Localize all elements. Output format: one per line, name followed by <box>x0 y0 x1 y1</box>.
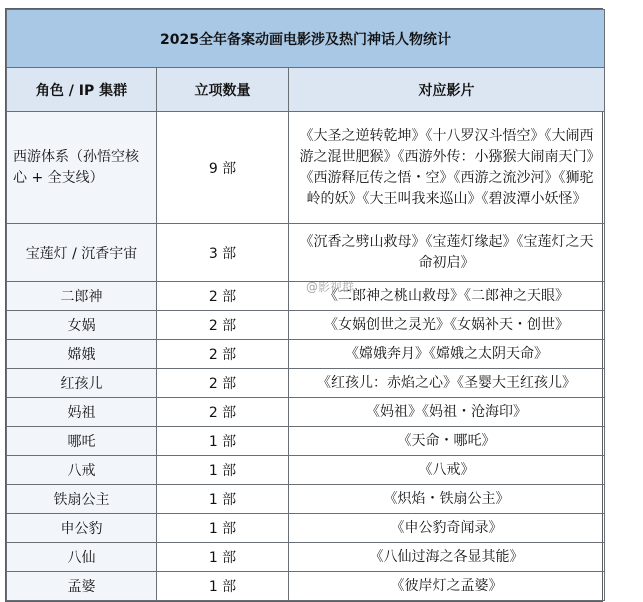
role-cell: 二郎神 <box>7 282 157 311</box>
films-cell: 《八仙过海之各显其能》 <box>289 543 605 572</box>
table-row <box>7 282 605 311</box>
role-cell: 宝莲灯 / 沉香宇宙 <box>7 224 157 282</box>
table-row <box>7 427 605 456</box>
films-cell: 《女娲创世之灵光》《女娲补天・创世》 <box>289 311 605 340</box>
count-cell: 2 部 <box>157 369 289 398</box>
role-cell: 申公豹 <box>7 514 157 543</box>
table-row <box>7 112 605 224</box>
films-cell: 《妈祖》《妈祖・沧海印》 <box>289 398 605 427</box>
films-cell: 《天命・哪吒》 <box>289 427 605 456</box>
table-row <box>7 456 605 485</box>
role-cell: 妈祖 <box>7 398 157 427</box>
column-header-count: 立项数量 <box>157 68 289 112</box>
count-cell: 2 部 <box>157 340 289 369</box>
statistics-table <box>6 9 605 601</box>
column-header-role: 角色 / IP 集群 <box>7 68 157 112</box>
role-cell: 孟婆 <box>7 572 157 601</box>
table-row <box>7 398 605 427</box>
role-cell: 八仙 <box>7 543 157 572</box>
count-cell: 1 部 <box>157 514 289 543</box>
table-row <box>7 311 605 340</box>
table-row <box>7 224 605 282</box>
statistics-table-container <box>5 8 603 602</box>
count-cell: 1 部 <box>157 456 289 485</box>
role-cell: 西游体系（孙悟空核心 + 全支线） <box>7 112 157 224</box>
count-cell: 2 部 <box>157 282 289 311</box>
count-cell: 9 部 <box>157 112 289 224</box>
role-cell: 红孩儿 <box>7 369 157 398</box>
count-cell: 1 部 <box>157 485 289 514</box>
table-row <box>7 340 605 369</box>
films-cell: 《二郎神之桃山救母》《二郎神之天眼》 <box>289 282 605 311</box>
title-row <box>7 10 605 68</box>
role-cell: 八戒 <box>7 456 157 485</box>
count-cell: 1 部 <box>157 427 289 456</box>
column-header-films: 对应影片 <box>289 68 605 112</box>
watermark: @影视群 <box>306 280 355 294</box>
role-cell: 铁扇公主 <box>7 485 157 514</box>
count-cell: 2 部 <box>157 398 289 427</box>
count-cell: 1 部 <box>157 572 289 601</box>
table-row <box>7 369 605 398</box>
role-cell: 嫦娥 <box>7 340 157 369</box>
table-row <box>7 572 605 601</box>
table-title: 2025全年备案动画电影涉及热门神话人物统计 <box>7 10 605 68</box>
films-cell: 《沉香之劈山救母》《宝莲灯缘起》《宝莲灯之天命初启》 <box>289 224 605 282</box>
count-cell: 3 部 <box>157 224 289 282</box>
count-cell: 2 部 <box>157 311 289 340</box>
films-cell: 《大圣之逆转乾坤》《十八罗汉斗悟空》《大闹西游之混世肥猴》《西游外传：小猕猴大闹南天门》《西游释厄传之悟・空》《西游之流沙河》《狮驼岭的妖》《大王叫我来巡山》《碧波潭小妖怪》 <box>289 112 605 224</box>
films-cell: 《彼岸灯之孟婆》 <box>289 572 605 601</box>
table-row <box>7 514 605 543</box>
films-cell: 《申公豹奇闻录》 <box>289 514 605 543</box>
count-cell: 1 部 <box>157 543 289 572</box>
table-row <box>7 485 605 514</box>
films-cell: 《炽焰・铁扇公主》 <box>289 485 605 514</box>
header-row <box>7 68 605 112</box>
films-cell: 《红孩儿：赤焰之心》《圣婴大王红孩儿》 <box>289 369 605 398</box>
table-row <box>7 543 605 572</box>
role-cell: 哪吒 <box>7 427 157 456</box>
role-cell: 女娲 <box>7 311 157 340</box>
films-cell: 《嫦娥奔月》《嫦娥之太阴天命》 <box>289 340 605 369</box>
films-cell: 《八戒》 <box>289 456 605 485</box>
